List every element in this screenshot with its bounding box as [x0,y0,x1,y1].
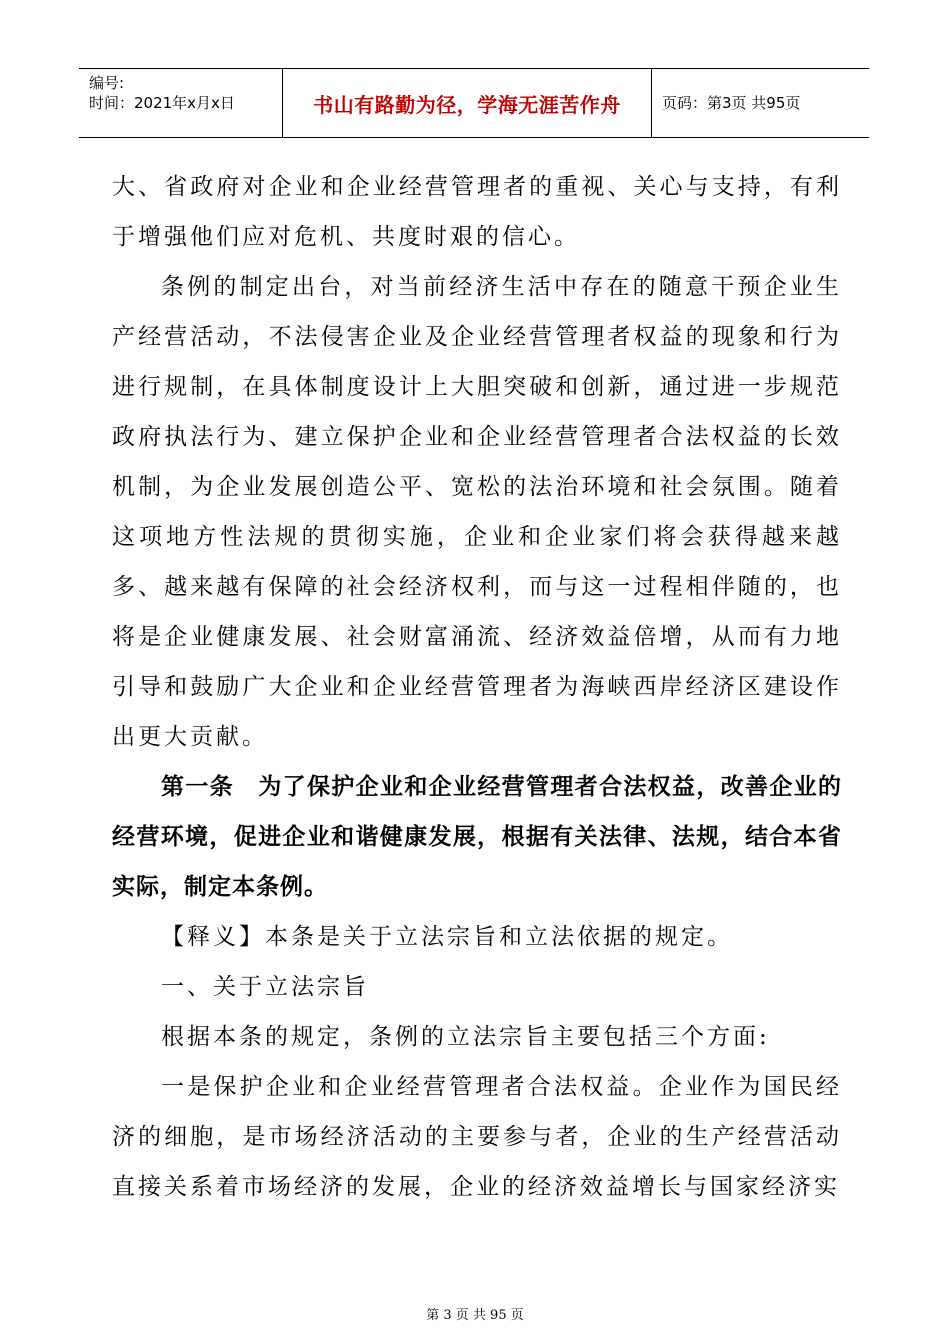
header-motto-cell [283,69,652,137]
motto: 书山有路勤为径，学海无涯苦作舟 [313,92,621,117]
paragraph: 大、省政府对企业和企业经营管理者的重视、关心与支持，有利于增强他们应对危机、共度时艰的信心。 [112,174,842,250]
time-label: 时间：2021年x月x日 [89,94,235,112]
header-info-cell [79,69,283,137]
page-footer: 第 3 页 共 95 页 [426,1308,524,1323]
paragraph: 根据本条的规定，条例的立法宗旨主要包括三个方面: [161,1024,770,1050]
document-body [112,162,842,1212]
paragraph: 条例的制定出台，对当前经济生活中存在的随意干预企业生产经营活动，不法侵害企业及企业经营管理者权益的现象和行为进行规制，在具体制度设计上大胆突破和创新，通过进一步规范政府执法行为、建立保护企业和企业经营管理者合法权益的长效机制，为企业发展创造公平、宽松的法治环境和社会氛围。随着这项地方性法规的贯彻实施，企业和企业家们将会获得越来越多、越来越有保障的社会经济权利，而与这一过程相伴随的，也将是企业健康发展、社会财富涌流、经济效益倍增，从而有力地引导和鼓励广大企业和企业经营管理者为海峡西岸经济区建设作出更大贡献。 [112,274,842,750]
paragraph: 【释义】本条是关于立法宗旨和立法依据的规定。 [161,924,733,950]
section-heading: 一、关于立法宗旨 [161,974,369,1000]
page-label: 页码：第3页 共95页 [662,94,801,112]
article-heading: 第一条 为了保护企业和企业经营管理者合法权益，改善企业的经营环境，促进企业和谐健康发展，根据有关法律、法规，结合本省实际，制定本条例。 [112,774,842,900]
header-page-cell [652,69,869,137]
number-label: 编号: [89,74,125,92]
page-header [79,68,869,138]
paragraph: 一是保护企业和企业经营管理者合法权益。企业作为国民经济的细胞，是市场经济活动的主要参与者，企业的生产经营活动直接关系着市场经济的发展，企业的经济效益增长与国家经济实 [112,1074,842,1200]
